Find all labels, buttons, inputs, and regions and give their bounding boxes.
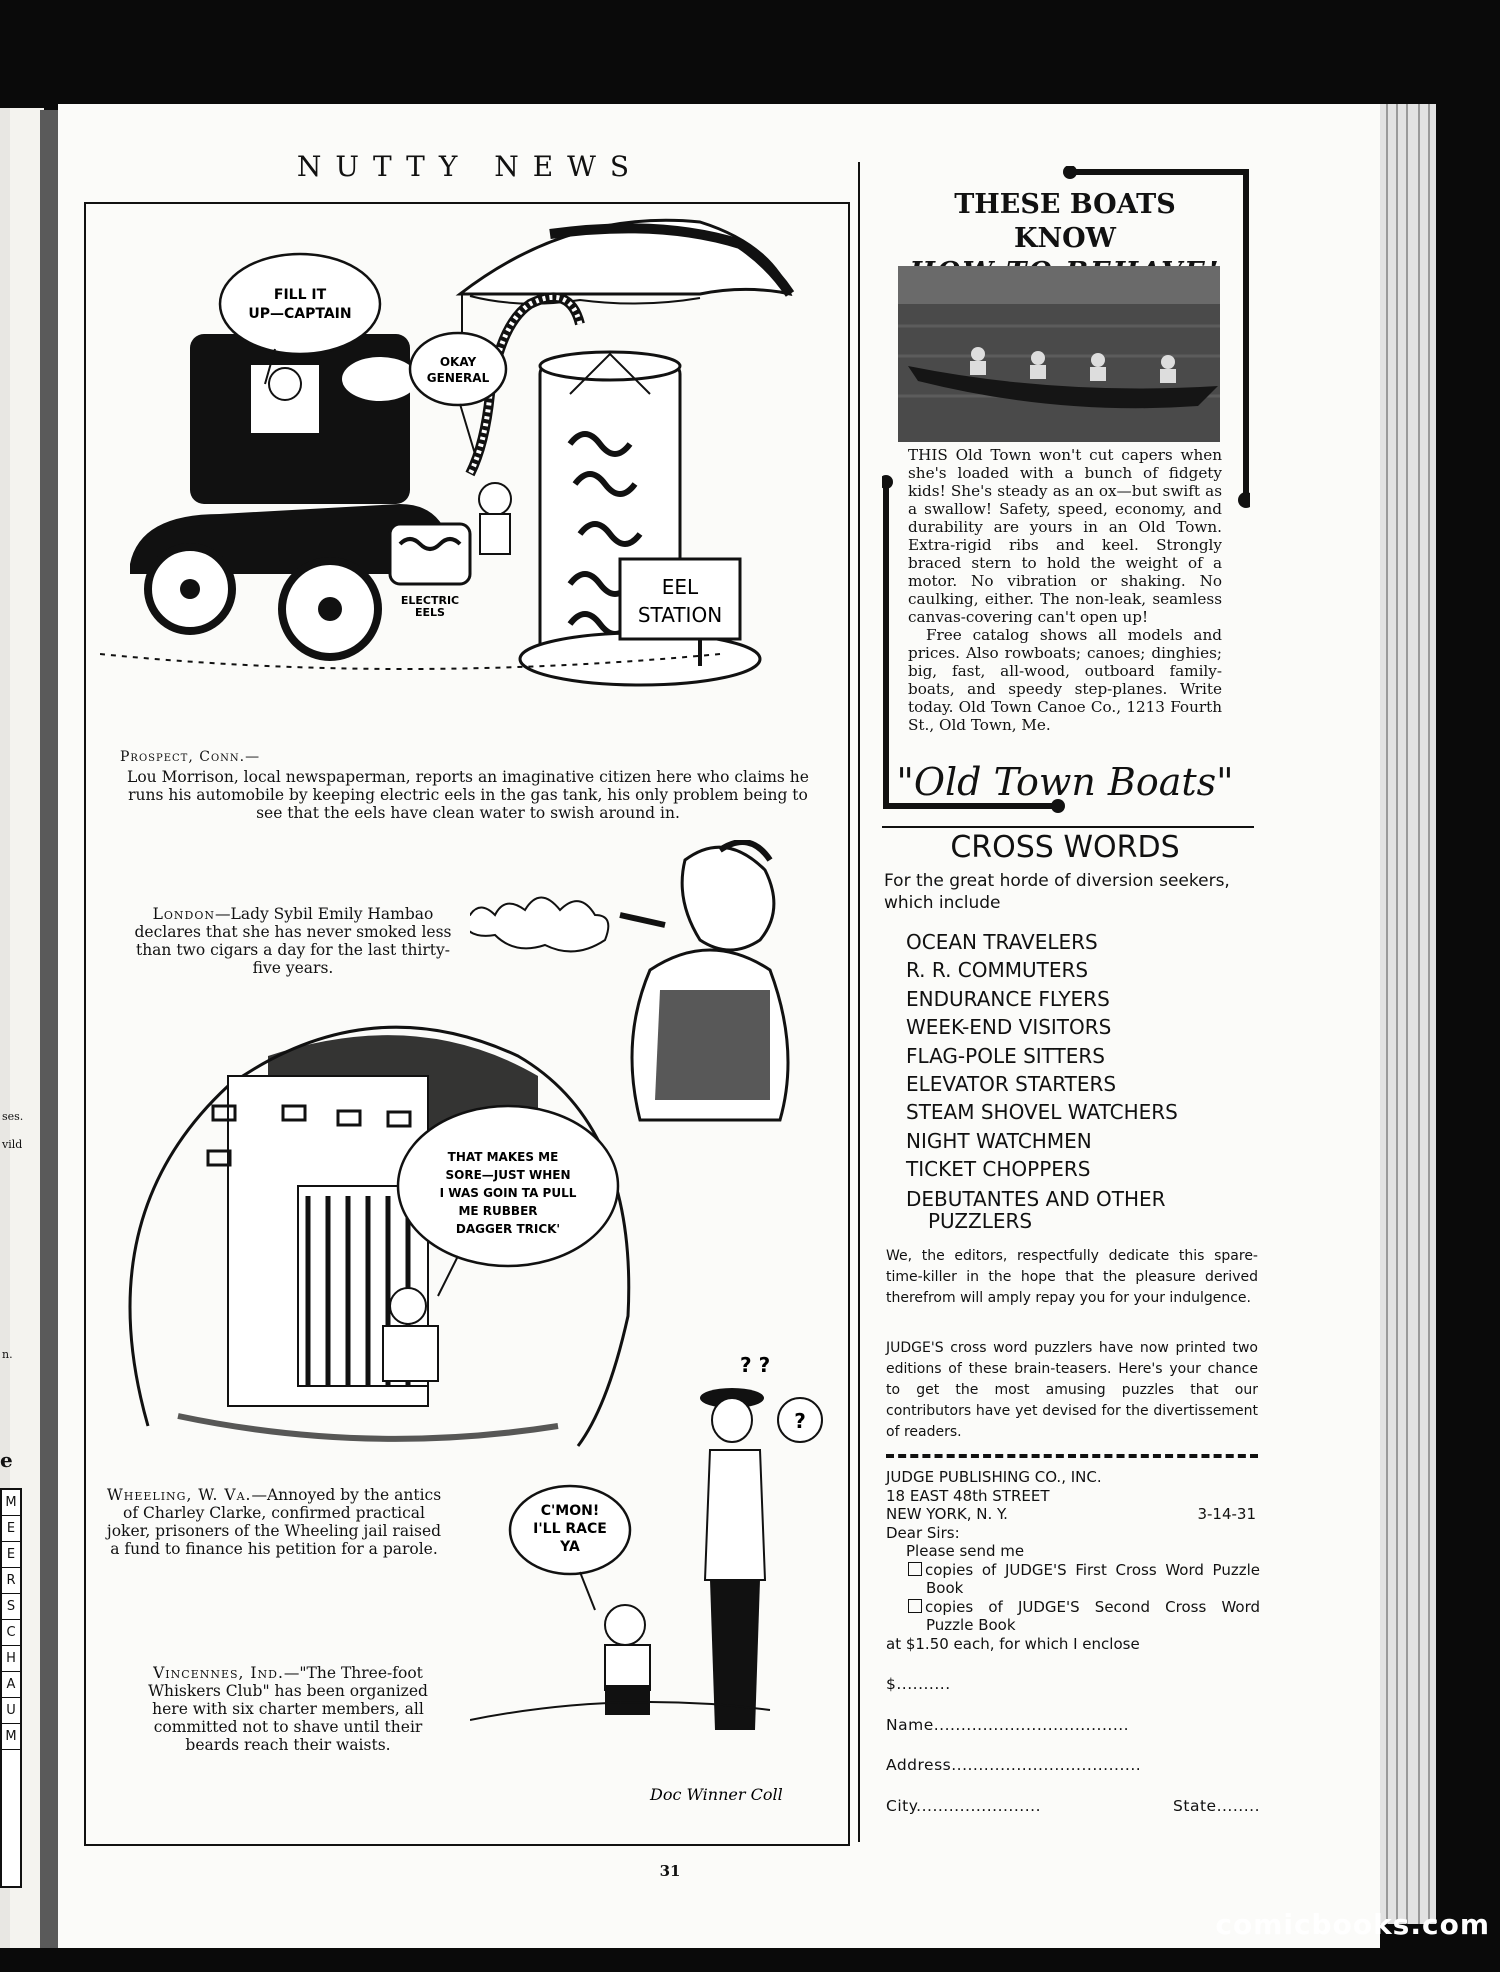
ad-letter: R [2, 1568, 20, 1594]
ad-letter: M [2, 1490, 20, 1516]
story-body [126, 905, 460, 977]
column-divider [858, 162, 860, 1842]
ad-letter: E [2, 1516, 20, 1542]
coupon-option-second[interactable] [886, 1598, 1260, 1635]
bubble-text: FILL IT [273, 287, 327, 303]
story-body: Lou Morrison, local newspaperman, reports an imaginative citizen here who claims he runs his automobile by keeping electric eels in the gas tank, his only problem being to see that the eels have clean water to swish around in. [127, 768, 809, 822]
ad-letter: A [2, 1672, 20, 1698]
story-dateline [120, 748, 820, 766]
list-item: R. R. COMMUTERS [906, 958, 1089, 983]
previous-page-fragment: e [0, 1448, 13, 1472]
list-item-text: DEBUTANTES AND OTHER [906, 1186, 1166, 1211]
story-text: —Lady Sybil Emily Hambao declares that she has never smoked less than two cigars a day for the last thirty-five years. [134, 905, 452, 977]
checkbox-icon[interactable] [908, 1562, 922, 1576]
previous-page-fragment: n. [2, 1348, 13, 1361]
story-place: Vincennes, Ind. [153, 1664, 284, 1682]
state-field[interactable]: State........ [1173, 1796, 1260, 1815]
list-item: OCEAN TRAVELERS [906, 930, 1098, 954]
list-item: ENDURANCE FLYERS [906, 986, 1110, 1011]
coupon-price: at $1.50 each, for which I enclose [886, 1634, 1140, 1653]
coupon-city: NEW YORK, N. Y. [886, 1505, 1008, 1523]
page-stack-edge [1380, 104, 1436, 1924]
city-field[interactable]: City....................... [886, 1796, 1041, 1815]
editors-dedication: We, the editors, respectfully dedicate this spare-time-killer in the hope that the pleasure derived therefrom will amply repay you for your indulgence. [886, 1248, 1258, 1306]
ad-letter: S [2, 1594, 20, 1620]
bubble-text: C'MON! [540, 1503, 600, 1519]
ad-letter: U [2, 1698, 20, 1724]
list-item-text: PUZZLERS [928, 1208, 1033, 1233]
artist-signature: Doc Winner Coll [650, 1785, 783, 1804]
bubble-text: YA [560, 1539, 580, 1555]
crosswords-intro: For the great horde of diversion seekers, which include [884, 871, 1230, 913]
editions-note: JUDGE'S cross word puzzlers have now printed two editions of these brain-teasers. Here's your chance to get the most amusing puzzles that our contributors have yet devised for the divertissement of readers. [886, 1340, 1258, 1440]
city-state-row [886, 1797, 1260, 1816]
story-place: Wheeling, W. Va. [106, 1486, 252, 1504]
bubble-text: OKAY [439, 355, 477, 369]
option-label: copies of JUDGE'S Second Cross Word Puzzle Book [925, 1597, 1260, 1634]
crosswords-title: CROSS WORDS [950, 830, 1180, 865]
bubble-text: ? [794, 1409, 806, 1433]
audience-list [906, 928, 1266, 1232]
list-item: ELEVATOR STARTERS [906, 1072, 1117, 1097]
page-number: 31 [659, 1862, 681, 1880]
coupon-company: JUDGE PUBLISHING CO., INC. [886, 1468, 1102, 1486]
sign-line: EEL [661, 575, 699, 599]
bubble-text: DAGGER TRICK' [455, 1222, 561, 1236]
coupon-option-first[interactable] [886, 1561, 1260, 1598]
eel-station-cartoon [100, 214, 830, 754]
ad-paragraph: Free catalog shows all models and prices. Also rowboats; canoes; dinghies; big, fast, all-wood, outboard family-boats, and speedy step-planes. Write today. Old Town Canoe Co., 1213 Fourth St., Old Town, Me. [908, 626, 1222, 734]
bubble-text: THAT MAKES ME [447, 1150, 559, 1164]
story-body [140, 1664, 436, 1754]
story-text: —"The Three-foot Whiskers Club" has been organized here with six charter members, all committed not to shave until their beards reach their waists. [148, 1664, 428, 1754]
ad-boat-photo [898, 266, 1220, 442]
ad-headline-line: THESE BOATS KNOW [954, 189, 1176, 254]
sign-line: STATION [637, 603, 723, 627]
list-item: FLAG-POLE SITTERS [906, 1043, 1105, 1068]
coupon-salutation: Dear Sirs: [886, 1523, 960, 1542]
bubble-text: I WAS GOIN TA PULL [439, 1186, 577, 1200]
question-marks: ? ? [740, 1353, 771, 1377]
name-field[interactable]: Name.................................... [886, 1715, 1130, 1734]
bubble-text: UP—CAPTAIN [248, 306, 352, 322]
bubble-text: I'LL RACE [533, 1521, 607, 1537]
story-text: —Annoyed by the antics of Charley Clarke, confirmed practical joker, prisoners of the Wheeling jail raised a fund to finance his petition for a parole. [106, 1486, 442, 1558]
list-item: NIGHT WATCHMEN [906, 1128, 1092, 1153]
list-item [906, 1188, 1266, 1232]
list-item: STEAM SHOVEL WATCHERS [906, 1100, 1178, 1125]
section-rule [882, 826, 1254, 828]
book-spine [40, 110, 58, 1948]
ad-letter: H [2, 1646, 20, 1672]
ad-paragraph: THIS Old Town won't cut capers when she's loaded with a bunch of fidgety kids! She's steady as an ox—but swift as a swallow! Safety, speed, economy, and durability are yours in an Old Town. Extra-rigid ribs and keel. Strongly braced stern to hold the weight of a motor. No vibration or shaking. No caulking, either. The non-leak, seamless canvas-covering can't open up! [908, 446, 1222, 626]
checkbox-icon[interactable] [908, 1599, 922, 1613]
option-label: copies of JUDGE'S First Cross Word Puzzle Book [925, 1560, 1260, 1597]
tank-label: ELECTRIC [400, 594, 460, 607]
coupon-cut-line [886, 1454, 1258, 1458]
address-field[interactable]: Address................................... [886, 1756, 1142, 1774]
list-item: TICKET CHOPPERS [906, 1157, 1091, 1182]
ad-letter: C [2, 1620, 20, 1646]
ad-body [908, 446, 1222, 734]
bubble-text: ME RUBBER [458, 1204, 538, 1218]
ad-brand-name: "Old Town Boats" [896, 760, 1234, 804]
whiskers-cartoon [470, 1350, 830, 1830]
coupon-city-row [886, 1505, 1260, 1524]
previous-page-edge [0, 108, 44, 1948]
coupon-street: 18 EAST 48th STREET [886, 1486, 1050, 1505]
list-item: WEEK-END VISITORS [906, 1015, 1112, 1040]
ad-letter: M [2, 1724, 20, 1750]
ad-letter: E [2, 1542, 20, 1568]
amount-field[interactable]: $.......... [886, 1675, 951, 1693]
bubble-text: SORE—JUST WHEN [445, 1168, 571, 1182]
story-body [104, 1486, 444, 1558]
coupon-code: 3-14-31 [1197, 1505, 1256, 1523]
order-coupon [886, 1468, 1260, 1815]
coupon-request: Please send me [906, 1542, 1025, 1560]
meerschaum-ad-strip [0, 1488, 22, 1888]
tank-label: EELS [415, 606, 445, 619]
previous-page-fragment: ses. [2, 1110, 24, 1123]
bubble-text: GENERAL [426, 371, 490, 385]
watermark: comicbooks.com [1215, 1908, 1490, 1941]
story-place: Prospect, Conn.— [120, 749, 261, 765]
previous-page-fragment: vild [2, 1138, 23, 1151]
story-place: London [152, 905, 216, 923]
page-title: NUTTY NEWS [296, 150, 644, 183]
